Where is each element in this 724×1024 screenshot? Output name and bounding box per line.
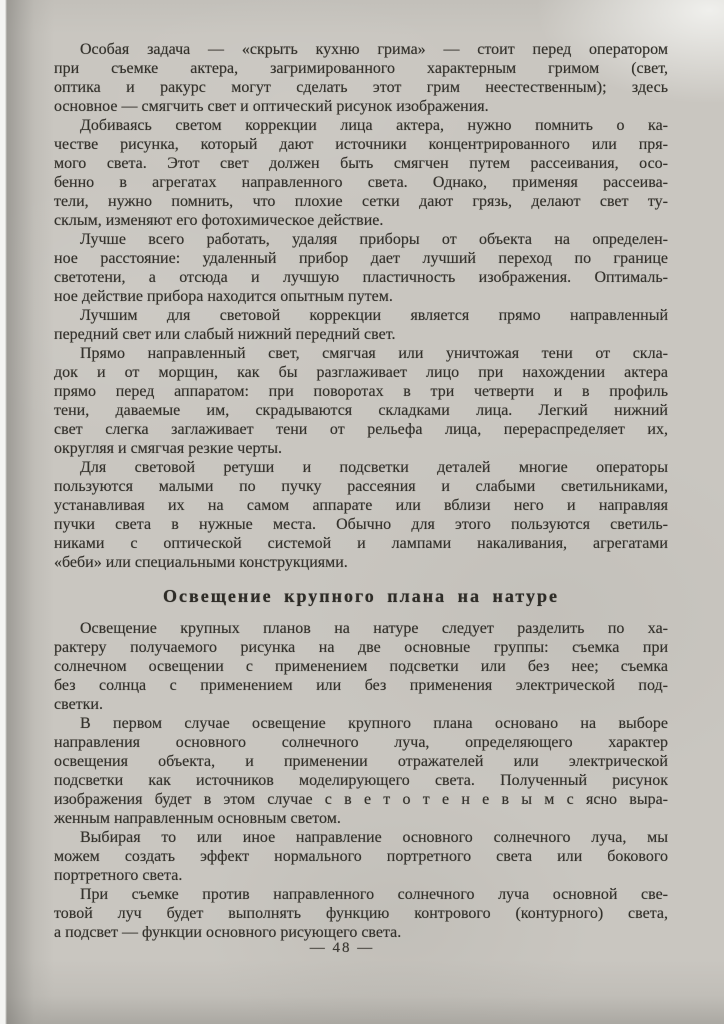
text-line: передний свет или слабый нижний передний свет. [54,326,396,343]
text-line: В первом случае освещение крупного плана основано на выборе [80,715,668,732]
text-line: изображения будет в этом случае с в е т о т е н е в ы м с ясно выра- [54,791,668,808]
text-line: склым, изменяют его фотохимическое действие. [54,212,384,229]
text-line: «беби» или специальными конструкциями. [54,554,348,571]
text-line: без солнца с применением или без применения электрической под- [54,677,668,694]
text-line: рактеру получаемого рисунка на две основные группы: съемка при [54,639,668,656]
text-line: никами с оптической системой и лампами накаливания, агрегатами [54,535,668,552]
paragraph [54,344,668,458]
text-line: Лучше всего работать, удаляя приборы от объекта на определен- [80,231,668,248]
paragraph [54,40,668,116]
text-line: Выбирая то или иное направление основного солнечного луча, мы [80,829,668,846]
text-line: ное расстояние: удаленный прибор дает лучший переход по границе [54,250,668,267]
text-line: ное действие прибора находится опытным путем. [54,288,393,305]
text-line: Особая задача — «скрыть кухню грима» — стоит перед оператором [80,41,668,58]
text-line: свет слегка заглаживает тени от рельефа лица, перераспределяет их, [54,421,668,438]
text-line: Прямо направленный свет, смягчая или уничтожая тени от скла- [80,345,668,362]
text-line: тели, нужно помнить, что плохие сетки дают грязь, делают свет ту- [54,193,668,210]
text-line: округляя и смягчая резкие черты. [54,440,282,457]
text-line: светки. [54,696,103,713]
page-text [54,40,668,942]
paragraph [54,619,668,714]
text-line: товой луч будет выполнять функцию контрового (контурного) света, [54,905,668,922]
text-line: пучки света в нужные места. Обычно для этого пользуются светиль- [54,516,668,533]
text-line: а подсвет — функции основного рисующего света. [54,924,402,941]
text-line: Для световой ретуши и подсветки деталей многие операторы [80,459,668,476]
section-heading: Освещение крупного плана на натуре [163,586,559,606]
text-line: устанавливая их на самом аппарате или вблизи него и направляя [54,497,668,514]
text-line: освещения объекта, и применении отражателей или электрической [54,753,668,770]
text-line: оптика и ракурс могут сделать этот грим неестественным); здесь [54,79,668,96]
text-line: При съемке против направленного солнечного луча основной све- [80,886,668,903]
paragraph [54,306,668,344]
text-line: пользуются малыми по пучку рассеяния и слабыми светильниками, [54,478,668,495]
text-line: честве рисунка, который дают источники концентрированного или пря- [54,136,668,153]
paragraph [54,458,668,572]
paragraph [54,116,668,230]
text-line: направления основного солнечного луча, определяющего характер [54,734,668,751]
paragraph [54,230,668,306]
paragraph [54,885,668,942]
text-line: мого света. Этот свет должен быть смягчен путем рассеивания, осо- [54,155,668,172]
text-line: док и от морщин, как бы разглаживает лицо при нахождении актера [54,364,668,381]
text-line: женным направленным основным светом. [54,810,341,827]
text-line: портретного света. [54,867,183,884]
paragraph [54,828,668,885]
text-line: основное — смягчить свет и оптический рисунок изображения. [54,98,489,115]
text-line: бенно в агрегатах направленного света. Однако, применяя рассеива- [54,174,668,191]
text-line: светотени, а отсюда и лучшую пластичность изображения. Оптималь- [54,269,668,286]
text-line: Освещение крупных планов на натуре следует разделить по ха- [80,620,668,637]
text-line: солнечном освещении с применением подсветки или без нее; съемка [54,658,668,675]
text-line: Добиваясь светом коррекции лица актера, нужно помнить о ка- [80,117,668,134]
text-line: Лучшим для световой коррекции является прямо направленный [80,307,668,324]
page-number: — 48 — [309,940,375,956]
text-line: при съемке актера, загримированного характерным гримом (свет, [54,60,668,77]
text-line: тени, даваемые им, скрадываются складками лица. Легкий нижний [54,402,668,419]
paragraph [54,714,668,828]
text-line: прямо перед аппаратом: при поворотах в три четверти и в профиль [54,383,668,400]
text-line: можем создать эффект нормального портретного света или бокового [54,848,668,865]
text-line: подсветки как источников моделирующего света. Полученный рисунок [54,772,668,789]
